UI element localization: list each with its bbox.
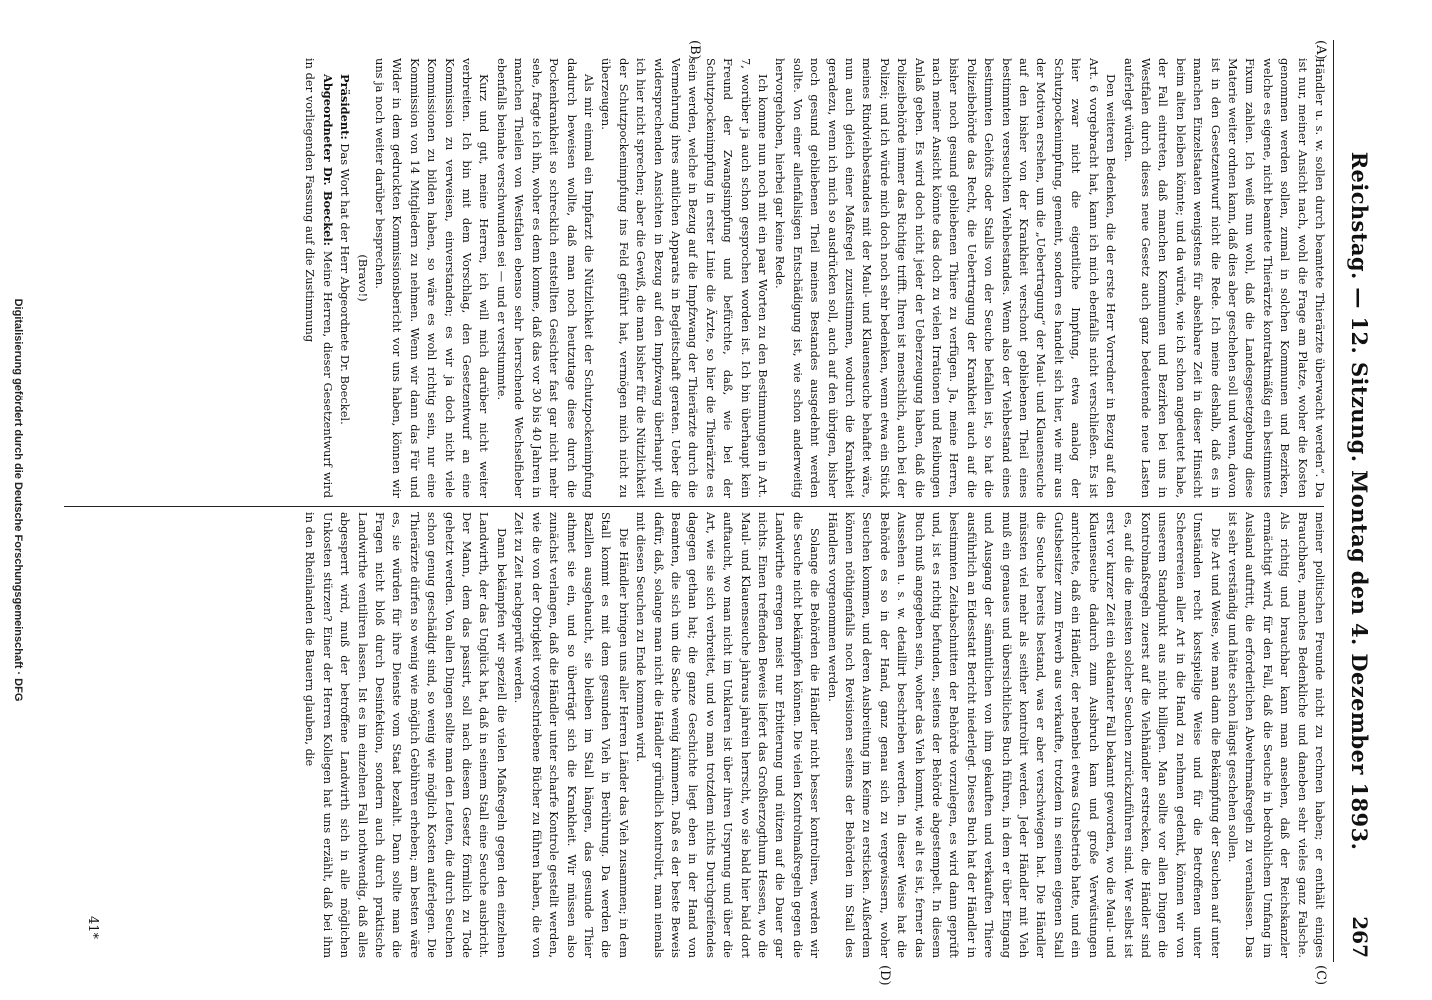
right-paragraph-3: Solange die Behörden die Händler nicht besser kontroliren, werden wir die Seuche nicht bekämpfen können. Die vielen Kontrolmaßregeln gegen die Landwirthe erregen meist nur Erbitterung und nützen auf die Dauer gar nichts. Einen treffenden Beweis liefert das Großherzogthum Hessen, wo die Maul- und Klauenseuche jahraus jahrein herrscht, wo sie bald hier bald dort auftaucht, wo man nicht im Unklaren ist über ihren Ursprung und über die Art, wie sie sich verbreitet, und wo man trotzdem nichts Durchgreifendes dagegen gethan hat; die ganze Geschichte liegt eben in der Hand von Beamten, die sich um die Sache wenig kümmern. Daß es der beste Beweis dafür, daß, solange man nicht die Händler gründlich kontrolirt, man niemals mit diesen Seuchen zu Ende kommen wird.: [634, 512, 823, 958]
right-paragraph-1: meiner politischen Freunde nicht zu rechnen haben; er enthält einiges Brauchbare, manches Bedenkliche und daneben sehr vieles ganz Falsche. Als richtig und brauchbar kann man ansehen, daß der Reichskanzler ermächtigt wird, für den Fall, daß die Seuche in bedrohlichem Umfang im Ausland auftritt, die erforderlichen Abwehrmaßregeln zu veranlassen. Das ist sehr verständig und hätte schon längst geschehen sollen.: [1225, 512, 1327, 958]
margin-marker-a: (A): [1313, 40, 1328, 60]
left-column: [60, 58, 1328, 498]
left-paragraph-3: Ich komme nun noch mit ein paar Worten zu den Bestimmungen in Art. 7, worüber ja auch schon gesprochen worden ist. Ich bin überhaupt kein Freund der Zwangsimpfung und befürchte, daß, wie bei der Schutzpockenimpfung in erster Linie die Ärzte, so hier die Thierärzte es sein werden, welche in Bezug auf die Impfzwang der Thierärzte durch die Vermehrung ihres amtlichen Apparats in Begleitschaft geraten. Ueber die widersprechenden Ansichten in Bezug auf den Impfzwang überhaupt will ich hier nicht sprechen; aber die Gewiß, die man bisher für die Nützlichkeit der Schutzpockenimpfung ins Feld geführt hat, vermögen mich nicht zu überzeugen.: [599, 58, 770, 498]
left-paragraph-1: Händler u. s. w. sollen durch beamtete Thierärzte überwacht werden“. Da ist nur, meiner Ansicht nach, wohl die Frage am Platze, woher die Kosten genommen werden sollen, zumal in solchen Kommunen und Bezirken, welche es eigene, nicht beamtete Thierärzte kontraktmäßig ein bestimmtes Fixum zahlen. Ich weiß nun wohl, daß die Landesgesetzgebung diese Materie weiter ordnen kann, daß dies aber geschehen soll und wenn, davon ist in den Gesetzentwurf nicht die Rede. Ich meine deshalb, daß es in manchen Einzelstaaten wenigstens für absehbare Zeit in dieser Hinsicht beim alten bleiben könnte; und da würde, wie ich schon angedeutet habe, der Fall eintreten, daß manchen Kommunen und Bezirken bei uns in Westfalen durch dieses neue Gesetz auch ganz bedeutende neue Lasten auferlegt würden.: [1121, 58, 1327, 498]
right-paragraph-5: Dann bekämpfen wir speziell die vielen Maßregeln gegen den einzelnen Landwirth, der das Unglück hat, daß in seinem Stall eine Seuche ausbricht. Der Mann, dem das passirt, soll nach diesem Gesetz förmlich zu Tode gehetzt werden. Von allen Dingen sollte man den Leuten, die durch Seuchen schon genug geschädigt sind, so wenig wie möglich Kosten auferlegen. Die Thierärzte dürfen so wenig wie möglich Gebühren erheben; am besten wäre es, sie würden für ihre Dienste vom Staat bezahlt. Dann sollte man die Fragen nicht bloß durch Desinfektion, sondern auch durch praktische Landwirthe ventiliren lassen. Ist es im einzelnen Fall nothwendig, daß alles abgesperrt wird, muß der betroffene Landwirth sich in alle möglichen Unkosten stürzen? Einer der Herren Kollegen hat uns erzählt, daß bei ihm in den Rheinlanden die Bauern glauben, die: [303, 512, 509, 958]
column-divider: [64, 506, 1324, 507]
page-number: 267: [1348, 916, 1372, 958]
signature-marker: 41*: [85, 916, 100, 940]
president-label: Präsident:: [338, 74, 353, 140]
margin-marker-c: (C): [1313, 965, 1328, 986]
right-column: [60, 512, 1328, 958]
speaker-label: Abgeordneter Dr. Boeckel:: [320, 74, 335, 246]
page-header: [1333, 40, 1380, 962]
president-statement: [336, 58, 353, 498]
left-paragraph-5: Kurz und gut, meine Herren, ich will mich darüber nicht weiter verbreiten. Ich bin mit dem Vorschlag, den Gesetzentwurf an eine Kommission zu verweisen, einverstanden; es wir ja doch nicht viele Kommissionen zu bilden haben, so wäre es wohl richtig sein, nur eine Kommission von 14 Mitgliedern zu nehmen. Wenn wir dann das Für und Wider in dem gedruckten Kommissionsbericht vor uns haben, können wir uns ja noch weiter darüber besprechen.: [373, 58, 492, 498]
speaker-text: Meine Herren, dieser Gesetzentwurf wird in der vorliegenden Fassung auf die Zustimmung: [303, 58, 335, 498]
margin-marker-d: (D): [877, 965, 892, 986]
right-paragraph-4: Die Händler bringen uns aller Herren Länder das Vieh zusammen; in dem Stall kommt es mit dem gesunden Vieh in Berührung. Da werden die Bazillen ausgehaucht, sie bleiben im Stall hängen, das gesunde Thier athmet sie ein, und so überträgt sich die Krankheit. Wir müssen also zunächst verlangen, daß die Händler unter scharfe Kontrole gestellt werden, wie die von der Obrigkeit vorgeschriebene Bücher zu führen haben, die von Zeit zu Zeit nachgeprüft werden.: [512, 512, 631, 958]
president-text: Das Wort hat der Herr Abgeordnete Dr. Boeckel.: [338, 143, 353, 425]
bravo-remark: (Bravo!): [355, 254, 370, 302]
digitization-credit: Digitalisierung gefördert durch die Deutsche Forschungsgemeinschaft · DFG: [12, 298, 24, 702]
margin-marker-b: (B): [687, 40, 702, 60]
left-paragraph-2: Den weiteren Bedenken, die der erste Herr Vorredner in Bezug auf den Art. 6 vorgebracht hat, kann ich mich ebenfalls nicht verschließen. Es ist hier zwar nicht die eigentliche Impfung, etwa analog der Schutzpockenimpfung, gemeint, sondern es handelt sich hier, wie mir aus der Motiven ersehen, um die „Uebertragung“ der Maul- und Klauenseuche auf den bisher von der Krankheit verschont gebliebenen Theil eines bestimmten verseuchten Viehbestandes. Wenn also der Viehbestand eines bestimmten Gehöfts oder Stalls von der Seuche befallen ist, so hat die Polizeibehörde das Recht, die Uebertragung der Krankheit auch auf die bisher noch gesund gebliebenen Thiere zu verfügen. Ja, meine Herren, nach meiner Ansicht könnte das doch zu vielen Irrationen und Reibungen Anlaß geben. Es wird doch nicht jeder der Ueberzeugung haben, daß die Polizeibehörde immer das Richtige trifft. Ihren ist menschlich, auch bei der Polizei; und ich würde mich doch noch sehr bedenken, wenn etwa ein Stück meines Rindviehbestandes mit der Maul- und Klauenseuche behaftet wäre, nun auch gleich einer Maßregel zuzustimmen, wodurch die Krankheit geradezu, wenn ich mich so ausdrücken soll, auch auf den übrigen, bisher noch gesund gebliebenen Theil meines Bestandes ausgedehnt werden sollte. Von einer allenfallsigen Entschädigung ist, wie schon anderweitig hervorgehoben, hierbei gar keine Rede.: [773, 58, 1119, 498]
speaker-statement: [301, 58, 336, 498]
right-paragraph-2: Die Art und Weise, wie man dann die Bekämpfung der Seuchen auf unter Umständen recht kostspielige Weise und für die Betroffenen unter Scheerereien aller Art in die Hand zu nehmen gedenkt, können wir von unserem Standpunkt aus nicht billigen. Man sollte vor allen Dingen die Kontrolmaßregeln zuerst auf die Viehhändler erstrecken, die Händler sind es, auf die die meisten solcher Seuchen zurückzuführen sind. Wer selbst ist erst vor kurzer Zeit ein eklatanter Fall bekannt geworden, wo die Maul- und Klauenseuche dadurch zum Ausbruch kam und große Verwüstungen anrichtete, daß ein Händler, der nebenbei etwas Gutsbetrieb hatte, und ein Gutsbesitzer zum Erwerb aus verkaufte, trotzdem in seinem eigenen Stall die Seuche bereits bestand, was er aber verschwiegen hat. Die Händler müssten viel mehr als seither kontrolirt werden. Jeder Händler mit Vieh muß ein genaues und übersichtliches Buch führen, in dem er über Eingang und Ausgang der sämmtlichen von ihm gekauften und verkauften Thiere ausführlich an Eidesstatt Bericht niederlegt. Dieses Buch hat der Händler in bestimmten Zeitabschnitten der Behörde vorzulegen, es wird dann geprüft und, ist es richtig befunden, seitens der Behörde abgestempelt. In diesem Buch muß angegeben sein, woher das Vieh kommt, wie alt es ist, ferner das Aussehen u. s. w. detaillirt beschrieben werden. In dieser Weise hat die Behörde es so in der Hand, ganz genau sich zu vergewissern, woher Seuchen kommen, und deren Ausbreitung im Keime zu ersticken. Außerdem können nöthigenfalls noch Revisionen seitens der Behörden im Stall des Händlers vorgenommen werden.: [825, 512, 1223, 958]
header-title: Reichstag. — 12. Sitzung. Montag den 4. Dezember 1893.: [1347, 151, 1372, 851]
left-paragraph-4: Als mir einmal ein Impfarzt die Nützlichkeit der Schutzpockenimpfung dadurch beweisen wollte, daß man noch heutzutage diese durch die Pockenkrankheit so schrecklich entstellten Gesichter fast gar nicht mehr sehe, fragte ich ihn, woher es denn komme, daß das vor 30 bis 40 Jahren in manchen Theilen von Westfalen ebenso sehr herrschende Wechselfieber ebenfalls beinahe verschwunden sei — und er verstummte.: [494, 58, 596, 498]
